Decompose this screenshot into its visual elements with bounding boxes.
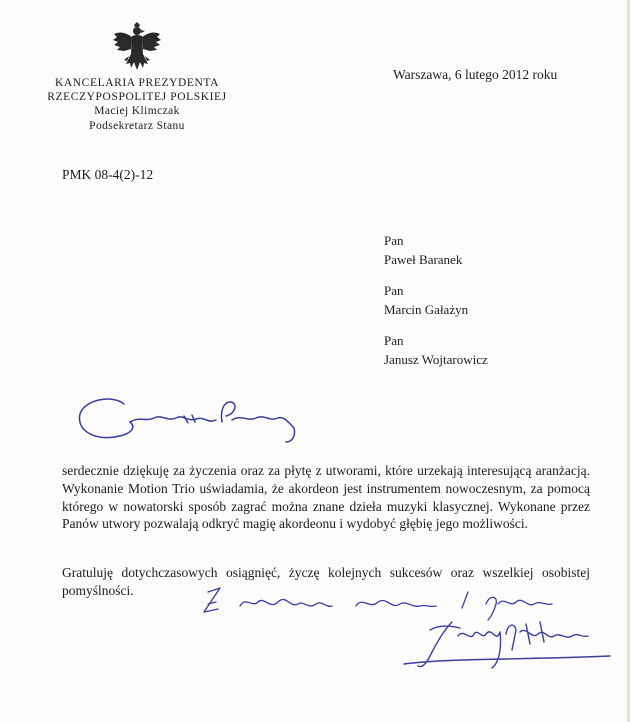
recipient-1-title: Pan bbox=[384, 233, 404, 248]
recipient-3-title: Pan bbox=[384, 333, 404, 348]
letterhead-position: Podsekretarz Stanu bbox=[89, 120, 185, 132]
recipient-2-title: Pan bbox=[384, 283, 404, 298]
handwritten-signature bbox=[400, 610, 615, 675]
polish-eagle-emblem-icon bbox=[112, 22, 162, 74]
letterhead-name: Maciej Klimczak bbox=[94, 105, 180, 117]
letter-paragraph-1: serdecznie dziękuję za życzenia oraz za płytę z utworami, które urzekają interesującą aranżacją. Wykonanie Motion Trio uświadamia, że akordeon jest instrumentem nowoczesnym, za pomocą którego w nowatorski sposób zagrać można znane dzieła muzyki klasycznej. Wykonane przez Panów utwory pozwalają odkryć magię akordeonu i wydobyć głębię jego możliwości. bbox=[62, 463, 590, 532]
recipient-1-name: Paweł Baranek bbox=[384, 252, 463, 267]
letterhead-institution-line2: RZECZYPOSPOLITEJ POLSKIEJ bbox=[47, 91, 227, 103]
recipient-3-name: Janusz Wojtarowicz bbox=[384, 352, 488, 367]
letter-date: Warszawa, 6 lutego 2012 roku bbox=[393, 67, 558, 82]
recipient-2-name: Marcin Gałażyn bbox=[384, 302, 469, 317]
reference-number: PMK 08-4(2)-12 bbox=[62, 167, 154, 182]
letterhead bbox=[32, 76, 242, 134]
letterhead-institution-line1: KANCELARIA PREZYDENTA bbox=[54, 77, 220, 89]
letter-paragraph-2: Gratuluję dotychczasowych osiągnięć, życzę kolejnych sukcesów oraz wszelkiej osobistej pomyślności. bbox=[62, 565, 590, 598]
handwritten-salutation bbox=[72, 392, 302, 452]
